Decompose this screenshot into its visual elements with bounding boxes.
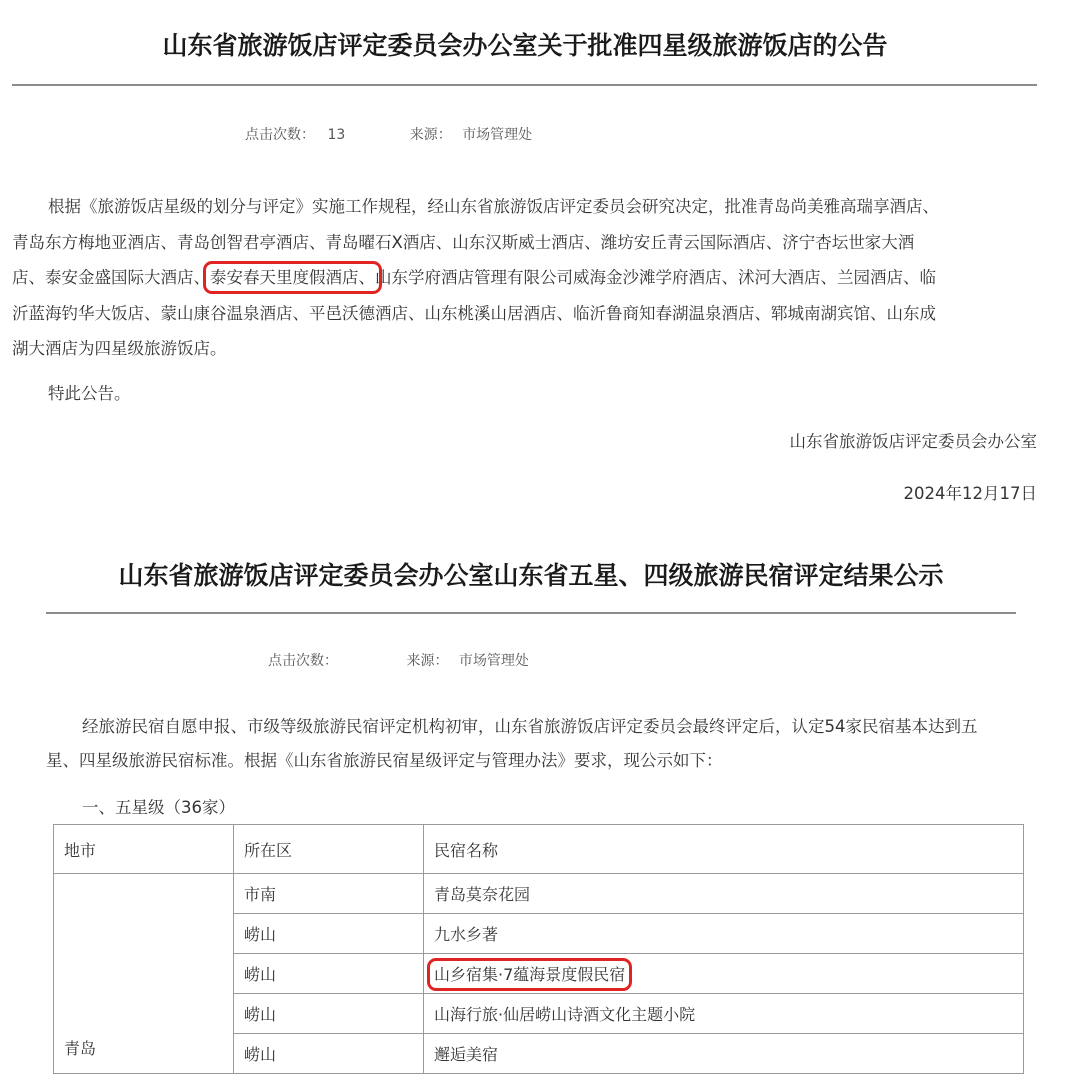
district-cell: 市南 [234,874,424,914]
homestay-name-cell: 山海行旅·仙居崂山诗酒文化主题小院 [424,994,1024,1034]
highlighted-homestay-name: 山乡宿集·7蕴海景度假民宿 [434,965,626,984]
district-cell: 崂山 [234,1034,424,1074]
notice2-source-label: 来源： [406,653,449,669]
homestay-table [53,824,1024,1074]
notice1-signature: 山东省旅游饭店评定委员会办公室 [789,432,1037,451]
district-cell: 崂山 [234,914,424,954]
city-cell: 青岛 [54,874,234,1074]
notice2-divider [46,612,1016,614]
notice1-clicks-value: 13 [327,127,346,143]
notice2-meta [268,650,529,670]
notice1-source-value: 市场管理处 [462,127,533,143]
homestay-name-cell: 青岛莫奈花园 [424,874,1024,914]
body-line: 湖大酒店为四星级旅游饭店。 [12,339,227,358]
notice1-closing: 特此公告。 [48,384,131,403]
header-city: 地市 [54,825,234,874]
notice2-clicks-label: 点击次数： [268,653,338,669]
body-text: 山东学府酒店管理有限公司威海金沙滩学府酒店、沭河大酒店、兰园酒店、临 [375,268,936,287]
body-line: 根据《旅游饭店星级的划分与评定》实施工作规程，经山东省旅游饭店评定委员会研究决定，批准青岛尚美雅高瑞享酒店、 [48,197,939,216]
header-district: 所在区 [234,825,424,874]
district-cell: 崂山 [234,994,424,1034]
notice1-meta [245,124,532,144]
intro-line: 经旅游民宿自愿申报、市级等级旅游民宿评定机构初审，山东省旅游饭店评定委员会最终评定后，认定54家民宿基本达到五 [82,717,978,736]
body-text: 店、泰安金盛国际大酒店、 [12,268,210,287]
notice1-divider [12,84,1037,86]
notice1-date: 2024年12月17日 [903,484,1037,503]
notice2-source-value: 市场管理处 [458,653,529,669]
notice1-source-label: 来源： [409,127,452,143]
notice2-intro [46,710,1056,778]
notice1-title: 山东省旅游饭店评定委员会办公室关于批准四星级旅游饭店的公告 [162,31,888,60]
section-heading: 一、五星级（36家） [82,798,235,817]
header-name: 民宿名称 [424,825,1024,874]
notice2-title: 山东省旅游饭店评定委员会办公室山东省五星、四级旅游民宿评定结果公示 [118,561,944,590]
homestay-name-cell: 九水乡著 [424,914,1024,954]
body-line: 青岛东方梅地亚酒店、青岛创智君亭酒店、青岛曜石X酒店、山东汉斯威士酒店、潍坊安丘青云国际酒店、济宁杏坛世家大酒 [12,232,915,252]
homestay-name-cell: 邂逅美宿 [424,1034,1024,1074]
notice1-clicks-label: 点击次数： [245,127,315,143]
notice1-body [12,189,1042,367]
table-header-row [54,825,1024,874]
highlighted-hotel-name: 泰安春天里度假酒店、 [210,268,375,287]
district-cell: 崂山 [234,954,424,994]
table-row [54,874,1024,914]
intro-line: 星、四星级旅游民宿标准。根据《山东省旅游民宿星级评定与管理办法》要求，现公示如下： [46,751,723,770]
homestay-name-cell [424,954,1024,994]
body-line [12,260,1042,296]
body-line: 沂蓝海钓华大饭店、蒙山康谷温泉酒店、平邑沃德酒店、山东桃溪山居酒店、临沂鲁商知春湖温泉酒店、郓城南湖宾馆、山东成 [12,303,936,323]
